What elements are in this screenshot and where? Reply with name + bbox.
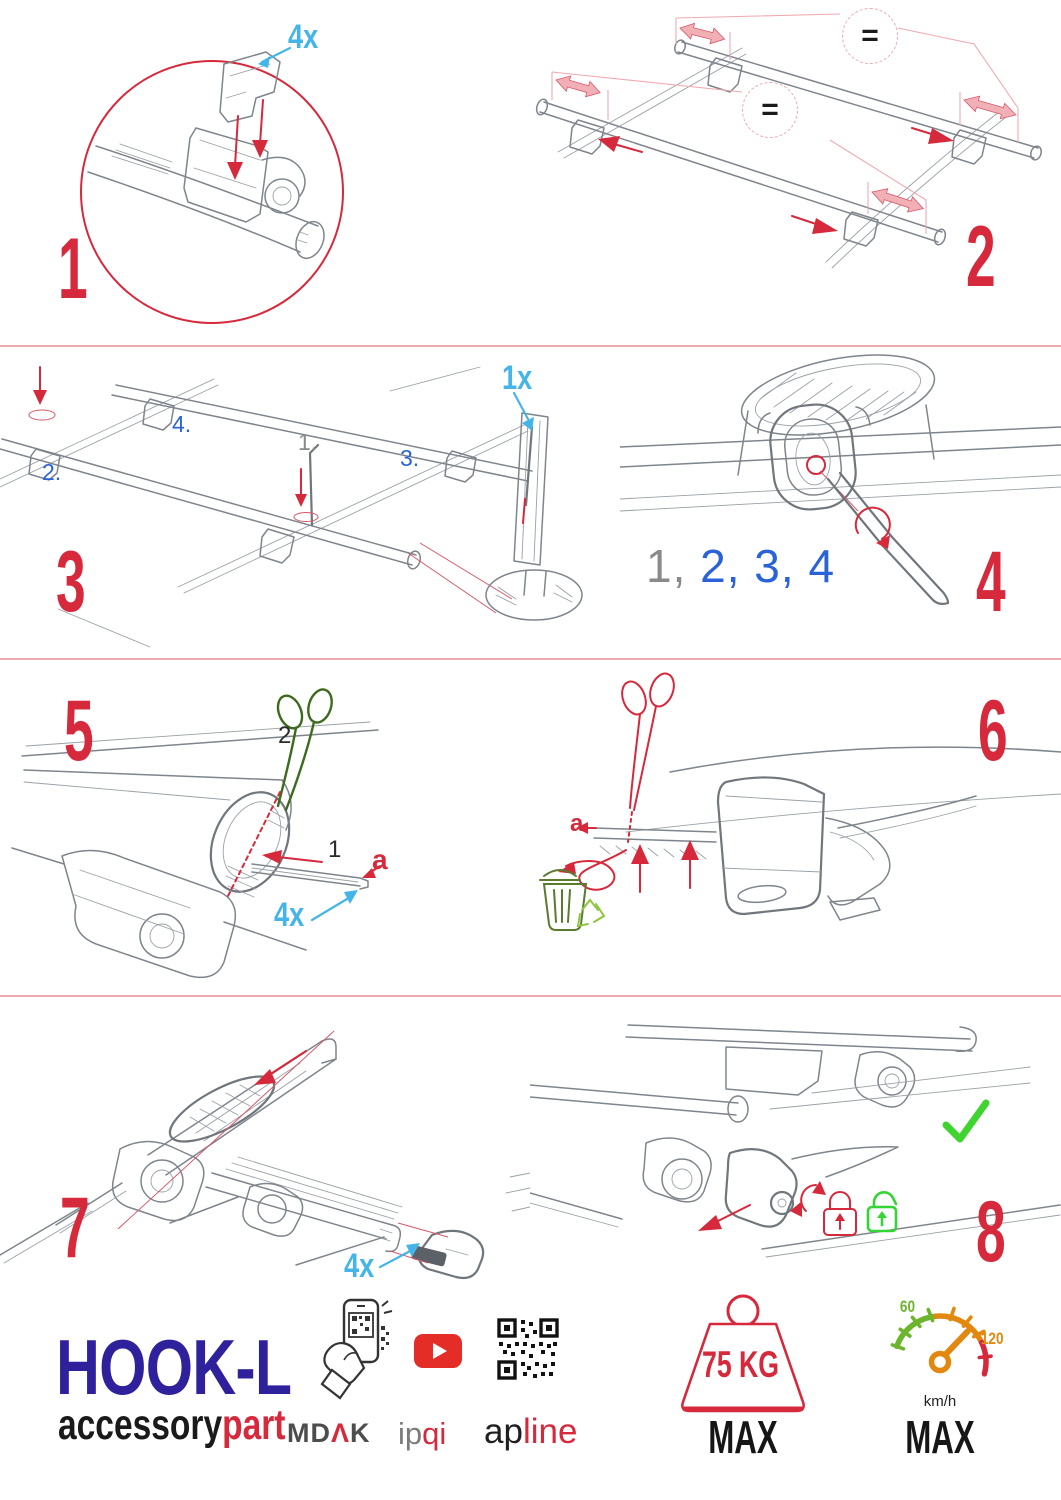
sequence-rest: 2, 3, 4	[686, 540, 836, 592]
brand-part-2: part	[222, 1401, 286, 1449]
cut-dimension-label: a	[372, 844, 388, 875]
step-3-panel	[0, 347, 620, 658]
scissors-order-label: 2	[278, 722, 292, 749]
quantity-label: 4x	[344, 1247, 375, 1285]
lock-cover-part	[726, 1147, 898, 1227]
cut-dimension-label: a	[570, 810, 584, 837]
equal-sign: =	[761, 93, 779, 126]
speed-max-label: MAX	[905, 1411, 975, 1463]
footer	[0, 1290, 1061, 1500]
step-6-panel	[530, 660, 1061, 995]
brand-part-1: accessory	[58, 1401, 223, 1449]
step-4-panel	[620, 347, 1061, 658]
substep-label-1: 1.	[298, 429, 318, 455]
logo-mdak: MDΛK	[287, 1418, 371, 1448]
quantity-label: 1x	[502, 359, 533, 397]
lock-closed-icon	[824, 1192, 856, 1235]
adjust-arrow-rear-right	[962, 92, 1018, 122]
step-number: 3	[56, 534, 84, 630]
speedometer-icon	[878, 1296, 1002, 1408]
quantity-label: 4x	[274, 896, 305, 934]
step-2-panel	[530, 0, 1061, 345]
lock-open-icon	[868, 1192, 896, 1231]
scissors-icon	[618, 670, 678, 810]
step-7-panel	[0, 997, 530, 1290]
quantity-leader	[380, 1249, 414, 1267]
trash-recycle-icon	[540, 870, 604, 930]
step-number: 7	[60, 1180, 88, 1276]
quantity-leader	[312, 896, 352, 920]
bracket-part	[220, 52, 280, 122]
step-1-panel	[0, 0, 530, 345]
qr-code	[497, 1318, 559, 1380]
equal-spacing-badge-top	[842, 8, 898, 64]
step-5-panel	[0, 660, 530, 995]
speed-tick-high: 120	[980, 1329, 1004, 1348]
step-8-panel	[530, 997, 1061, 1290]
logo-ipqi: ipqi	[398, 1416, 447, 1451]
equal-sign: =	[861, 19, 879, 52]
lambda-glyph: Λ	[331, 1418, 351, 1448]
max-load-value: 75 KG	[702, 1344, 779, 1385]
step-number: 8	[976, 1184, 1004, 1280]
substep-label-4: 4.	[172, 411, 192, 437]
end-cap-part	[411, 1231, 483, 1278]
max-load-label: MAX	[708, 1411, 778, 1463]
substep-label-2: 2.	[42, 459, 62, 485]
speed-tick-low: 60	[899, 1297, 916, 1316]
product-name: HOOK-L	[56, 1323, 292, 1411]
zoom-circle	[81, 61, 343, 323]
phone-qr-scan-icon	[320, 1296, 396, 1402]
substep-label-3: 3.	[400, 445, 420, 471]
sequence-first: 1,	[646, 540, 687, 592]
step-number: 6	[978, 683, 1006, 779]
strip-order-label: 1	[328, 836, 342, 863]
speed-unit: km/h	[923, 1393, 957, 1410]
step-number: 2	[966, 209, 994, 305]
step-number: 5	[64, 683, 92, 779]
youtube-icon	[414, 1334, 462, 1368]
step-number: 1	[58, 221, 86, 317]
brand-logo	[58, 1401, 286, 1449]
step-number: 4	[976, 534, 1004, 630]
sequence-label	[646, 540, 836, 592]
equal-spacing-badge-mid	[742, 82, 798, 138]
check-icon	[946, 1103, 986, 1139]
logo-apline: apline	[484, 1412, 578, 1451]
quantity-label: 4x	[288, 18, 319, 56]
